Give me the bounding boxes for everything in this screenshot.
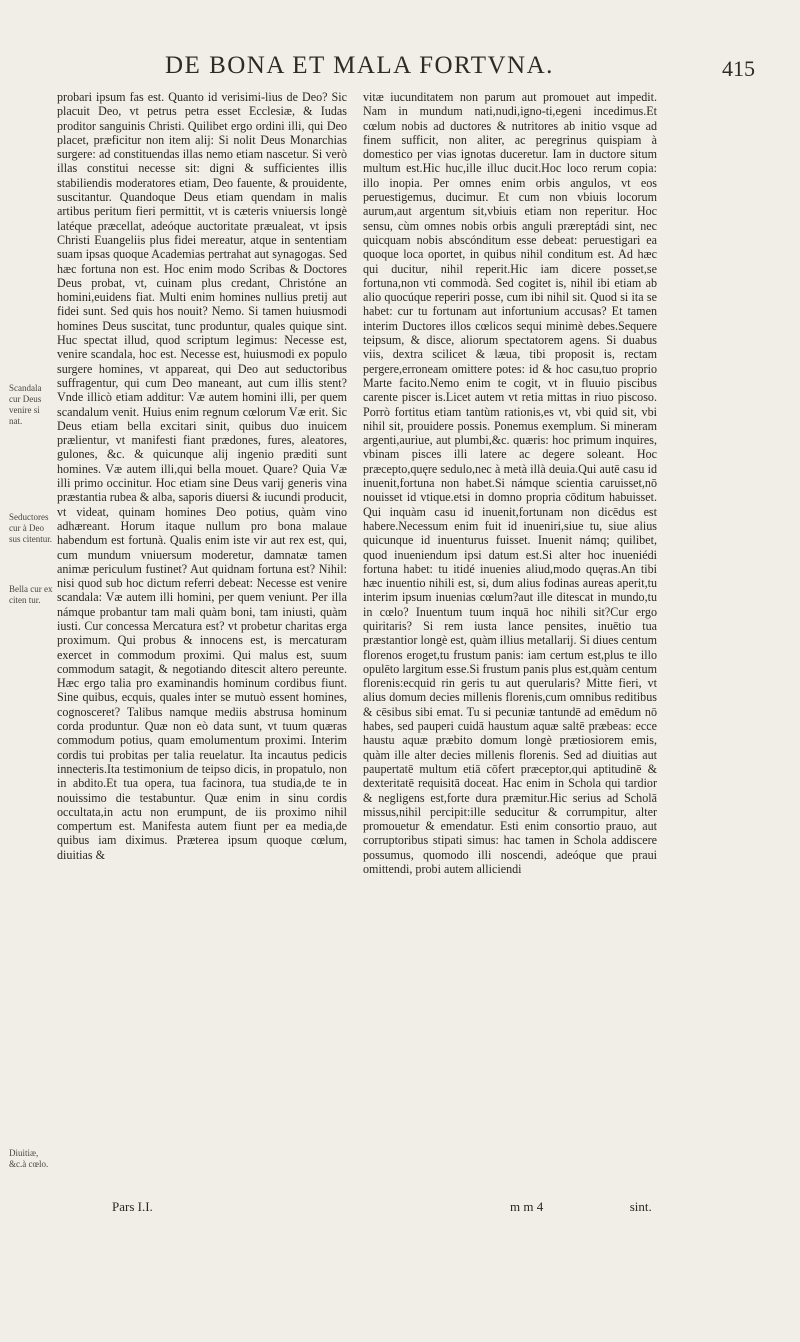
right-text-column [363, 90, 657, 1200]
page-header [0, 50, 800, 90]
right-column-text: vitæ iucunditatem non parum aut promouet aut impedit. Nam in mundum nati,nudi,igno-ti,egeni incedimus.Et cœlum nobis ad ductores & nutritores ab initio vsque ad finem sufficit, non aliter, ac peregrinus quispiam à domestico per vias ignotas duceretur. Iam in ductore situm multum est.Hic huc,ille illuc ducit.Hoc loco rerum copia: illo inopia. Per omnes enim orbis angulos, vt eos peruestigemus, ducimur. Et cum non vbiuis locorum aurum,aut argentum sit,vbiuis etiam non reperitur. Hoc sensu, cùm omnes nobis orbis anguli præreptádi sint, nec quicquam nobis abscónditum esse debeat: peruestigari ea quoque loca oportet, in quibus nihil conditum est. Ad hæc qui ducitur, nihil reperit.Hic iam dicere posset,se fortuna,non vti commodà. Sed cogitet is, nihil ibi etiam ab alio quocúque reperiri posse, cum ibi nihil sit. Quod si ita se habet: cur tu fortunam aut infortunium accusas? Et tamen interim Ductores illos cœlicos sequi minimè debes.Sequere teipsum, & disce, aliorum spectatorem agens. Si duabus viis, dextra scilicet & læua, tibi proposit is, rectam pergere,erroneam omittere potes: id & hoc casu,tuo proprio Marte facito.Nemo enim te cogit, vt in fluuio piscibus carente piscer is.Licet autem vt retia mittas in riuo piscoso. Porrò fortitus etiam tantùm rationis,es vt, vbi quid sit, vbi nihil sit, prouidere possis. Ponemus exemplum. Si mineram argenti,auriue, aut plumbi,&c. quæris: hoc primum inquires, vbinam pisces illi latere ac degere soleant. Hoc præcepto,quęre sedulo,nec à metà illà deuia.Qui autē casu id inuenit,fortuna non habet.Si námque scientia caruisset,nō nouisset id vtique.etsi in domno propria cōditum habuisset. Qui inquàm casu id inuenit,fortunam non dicēdus est habere.Necessum enim fuit id inueniri,siue tu, siue alius quicunque id inuenturus fuisset. Inuenit námq; quilibet, quod inueniendum ipsi datum est.Si alter hoc inueniédi fortuna habet: tu itidé inuenies aliud,modo quęras.An tibi hæc inuentio nihili est, si, dum alius fodinas aureas aperit,tu interim ipsum inuenias cœlum?aut ille ditescat in mundo,tu in cœlo? Inuentum tuum inquā hoc nihili sit?Cur ergo quiritaris? Si rem iusta lance pensites, inuētio tua præstantior longè est, quàm illius metallarij. Si diues centum florenos eroget,tu frustum panis: iam certum est,plus te illo opulēto largitum esse.Si frustum panis plus est,quàm centum florenis:ecquid rin geris tu aut querularis? Mitte fieri, vt alius domum decies millenis florenis,cum omnibus reditibus & cēsibus sibi emat. Tu si pecuniæ tantundē ad emēdum nō habes, sed pauperi cuidā haustum aquæ saltē præbeas: ecce haustu aquæ præbito domum longè prætiosiorem emis, quàm ille alter decies millenis florenis. Sed ad diuitias aut paupertatē multum etiā cōfert præceptor,qui aptitudinē & dexteritatē requisitā doceat. Hac enim in Schola qui tardior & negligens est,forte dura præmitur.Hic serius ad Scholā missus,nihil percipit:ille seducitur & corrumpitur, alter promouetur & emendatur. Esti enim consortio prauo, aut corruptoribus stipati simus: hac tamen in Schola addiscere possumus, quomodo illi noscendi, adeóque que praui omittendi, probi autem alliciendi [363, 90, 657, 877]
margin-note-diuitiae: Diuitiæ, &c.à cœlo. [9, 1148, 49, 1169]
margin-note-bella: Bella cur ex citen tur. [9, 584, 53, 605]
footer-signature-and-catchword [510, 1199, 652, 1217]
signature-mark: m m 4 [510, 1199, 544, 1214]
margin-note-seductores: Seductores cur à Deo sus citentur. [9, 512, 52, 544]
margin-note-scandala: Scandala cur Deus venire si nat. [9, 383, 42, 426]
running-title: DE BONA ET MALA FORTVNA. [165, 52, 554, 79]
page-number: 415 [722, 56, 755, 81]
left-text-column [57, 90, 347, 1200]
footer-part-label: Pars I.I. [112, 1199, 153, 1214]
left-column-text: probari ipsum fas est. Quanto id verisimi-lius de Deo? Sic placuit Deo, vt petrus petra esset Ecclesiæ, & Iudas proditor sanguinis Christi. Quilibet ergo ordini illi, qui Deo placet, præficitur non item alij: Si nolit Deus Monarchias surgere: ad constituendas illas nemo etiam nascetur. Si verò illas constitui necesse sit: digni & sufficientes illis stabiliendis moderatores etiam, Deo fauente, & prouidente, suscitantur. Quandoque Deus etiam quendam in malis artibus peritum fieri permittit, vt is cæteris vniuersis longè latéque præcellat, adeóque auctoritate præualeat, vt ipsis Christi Euangeliis plus fidei mereatur, atque in sententiam suam ipsas quoque Academias pertrahat aut synagogas. Sed hæc fortuna non est. Hoc enim modo Scribas & Doctores Deus probat, vt, cuinam plus credant, Christóne an homini,euidens fiat. Multi enim homines nullius pretij aut fidei sunt. Sed quis hos nouit? Nemo. Si tamen huiusmodi homines Deus suscitat, tunc produntur, quales quique sint. Huc spectat illud, quod scriptum legimus: Necesse est, venire scandala, hoc est. Necesse est, huiusmodi ex populo surgere homines, vt appareat, qui Deo aut seductoribus suffragentur, qui cum Deo maneant, aut cum illis stent? Vnde illicò etiam additur: Væ autem homini illi, per quem scandalum venit. Huius enim regnum cœlorum Væ erit. Sic Deus etiam bella excitari sinit, quibus duo inuicem prælientur, vt manifesti fiant prædones, fures, aleatores, gulones, &c. & quicunque alij ingenio præditi sunt homines. Væ autem illi,qui bella mouet. Quare? Quia Væ illi primo occinitur. Hoc etiam sine Deus varij generis vina præstantia rubea & alba, saporis diuersi & iucundi producit, vt videat, quinam homines Deo potius, quàm vino adhæreant. Horum itaque nullum pro bona malaue habendum est fortunà. Qualis enim iste vir aut rex est, qui, cum mundum vniuersum moderetur, damnatæ tamen animæ periculum fustinet? Aut quidnam fortuna est? Nihil: nisi quod sub hoc dictum referri debeat: Necesse est venire scandala: Væ autem illi homini, per quem veniunt. Per illa námque probantur tam mali quàm boni, tam iniusti, quàm iusti. Cur concessa Mercatura est? vt probetur charitas erga proximum. Qui probus & innocens est, is mercaturam exercet in commodum proximi. Qui malus est, suum commodum satagit, & negotiando ditescit altero pereunte. Hæc ergo talia pro examinandis hominum cordibus fiunt. Sine quibus, ecquis, quales inter se mutuò essent homines, cognosceret? Talibus namque mediis abstrusa hominum corda produntur. Quæ non eò data sunt, vt tuum quæras commodum potius, quam emolumentum proximi. Interim cordis tui probitas per talia reuelatur. Ita incautus pedicis innecteris.Ita testimonium de teipso dicis, in propatulo, non in abdito.Et tua opera, tua facinora, tua studia,de te in nouissimo die testabuntur. Quæ enim in sinu cordis occultata,in actu non erumpunt, de iis proximo nihil compertum est. Manifesta autem fiunt per ea media,de quibus iam diximus. Præterea ipsum quoque cœlum, diuitias & [57, 90, 347, 862]
catchword: sint. [629, 1199, 652, 1214]
